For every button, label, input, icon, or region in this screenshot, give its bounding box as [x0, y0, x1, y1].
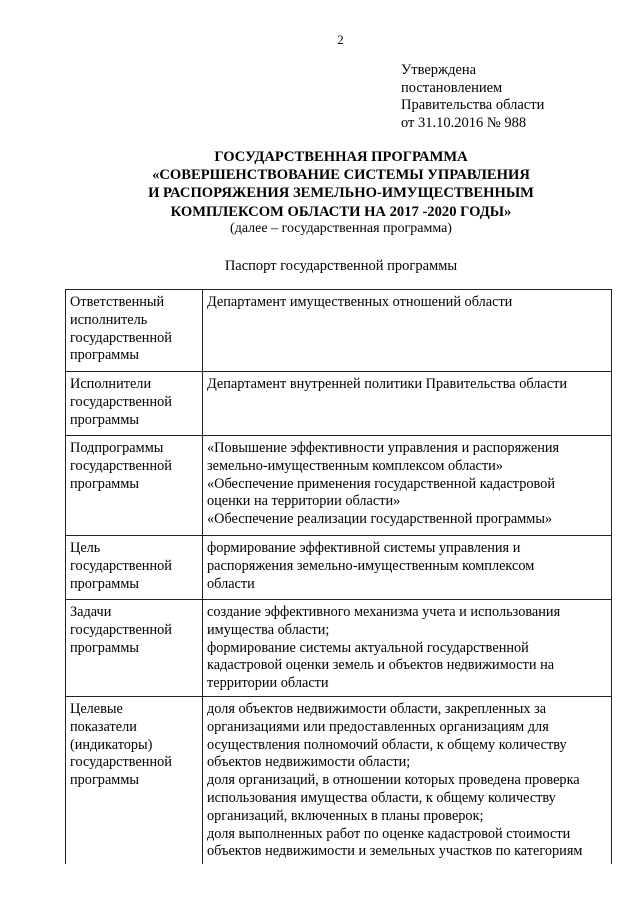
value-line: доля объектов недвижимости области, закрепленных за	[207, 700, 547, 717]
label-line: государственной	[70, 557, 172, 574]
value-line: формирование эффективной системы управления и	[207, 540, 521, 556]
row-label	[66, 372, 203, 436]
label-line: программы	[70, 772, 140, 789]
value-line: объектов недвижимости области;	[207, 754, 411, 771]
value-line: использования имущества области, к общему количеству	[207, 789, 556, 806]
approval-line: от 31.10.2016 № 988	[401, 114, 527, 131]
value-line: кадастровой оценки земель и объектов недвижимости на	[207, 657, 555, 674]
passport-heading: Паспорт государственной программы	[224, 258, 458, 274]
value-line: Департамент внутренней политики Правительства области	[207, 376, 568, 392]
table-row	[66, 696, 612, 864]
row-value	[203, 536, 612, 600]
label-line: государственной	[70, 754, 172, 771]
value-line: земельно-имущественным комплексом области»	[207, 457, 503, 474]
row-value	[203, 600, 612, 697]
program-note: (далее – государственная программа)	[230, 221, 452, 236]
table-row	[66, 600, 612, 697]
value-line: доля организаций, в отношении которых проведена проверка	[207, 772, 580, 789]
label-line: программы	[70, 411, 140, 428]
table-row	[66, 372, 612, 436]
label-line: Исполнители	[70, 376, 152, 392]
value-line: «Обеспечение реализации государственной программы»	[207, 511, 553, 528]
row-value	[203, 290, 612, 372]
value-line: «Обеспечение применения государственной кадастровой	[207, 475, 555, 492]
program-title-line: КОМПЛЕКСОМ ОБЛАСТИ НА 2017 -2020 ГОДЫ»	[170, 203, 512, 220]
value-line: формирование системы актуальной государственной	[207, 639, 529, 656]
value-line: оценки на территории области»	[207, 493, 401, 510]
value-line: территории области	[207, 675, 329, 692]
approval-line: Утверждена	[401, 62, 477, 78]
label-line: Целевые	[70, 700, 123, 717]
passport-table	[65, 289, 612, 864]
value-line: осуществления полномочий области, к общему количеству	[207, 736, 567, 753]
value-line: доля выполненных работ по оценке кадастровой стоимости	[207, 825, 571, 842]
program-title-line: ГОСУДАРСТВЕННАЯ ПРОГРАММА	[214, 149, 468, 165]
row-label	[66, 696, 203, 864]
row-label	[66, 436, 203, 536]
row-label	[66, 600, 203, 697]
label-line: государственной	[70, 329, 172, 346]
label-line: программы	[70, 575, 140, 592]
approval-line: Правительства области	[401, 97, 545, 114]
table-row	[66, 436, 612, 536]
row-value	[203, 696, 612, 864]
value-line: объектов недвижимости и земельных участков по категориям	[207, 843, 583, 860]
label-line: Задачи	[70, 604, 112, 620]
label-line: Ответственный	[70, 294, 165, 310]
label-line: Цель	[70, 540, 101, 556]
program-title-line: И РАСПОРЯЖЕНИЯ ЗЕМЕЛЬНО-ИМУЩЕСТВЕННЫМ	[148, 185, 534, 202]
label-line: государственной	[70, 621, 172, 638]
value-line: области	[207, 575, 255, 592]
approval-block	[401, 62, 544, 132]
program-title-line: «СОВЕРШЕНСТВОВАНИЕ СИСТЕМЫ УПРАВЛЕНИЯ	[152, 167, 530, 184]
page-number: 2	[337, 33, 344, 47]
table-row	[66, 290, 612, 372]
program-title	[0, 148, 640, 221]
label-line: показатели	[70, 718, 137, 735]
row-label	[66, 290, 203, 372]
value-line: «Повышение эффективности управления и распоряжения	[207, 440, 560, 456]
label-line: Подпрограммы	[70, 440, 164, 456]
value-line: распоряжения земельно-имущественным комплексом	[207, 557, 535, 574]
label-line: государственной	[70, 393, 172, 410]
label-line: исполнитель	[70, 311, 148, 328]
value-line: создание эффективного механизма учета и использования	[207, 604, 561, 620]
value-line: организациями или предоставленных организациям для	[207, 718, 549, 735]
approval-line: постановлением	[401, 79, 503, 96]
label-line: программы	[70, 475, 140, 492]
table-row	[66, 536, 612, 600]
row-label	[66, 536, 203, 600]
value-line: Департамент имущественных отношений области	[207, 294, 513, 310]
value-line: организаций, включенных в планы проверок;	[207, 807, 484, 824]
label-line: программы	[70, 639, 140, 656]
label-line: государственной	[70, 457, 172, 474]
value-line: имущества области;	[207, 621, 330, 638]
label-line: (индикаторы)	[70, 736, 153, 753]
row-value	[203, 372, 612, 436]
label-line: программы	[70, 347, 140, 364]
row-value	[203, 436, 612, 536]
